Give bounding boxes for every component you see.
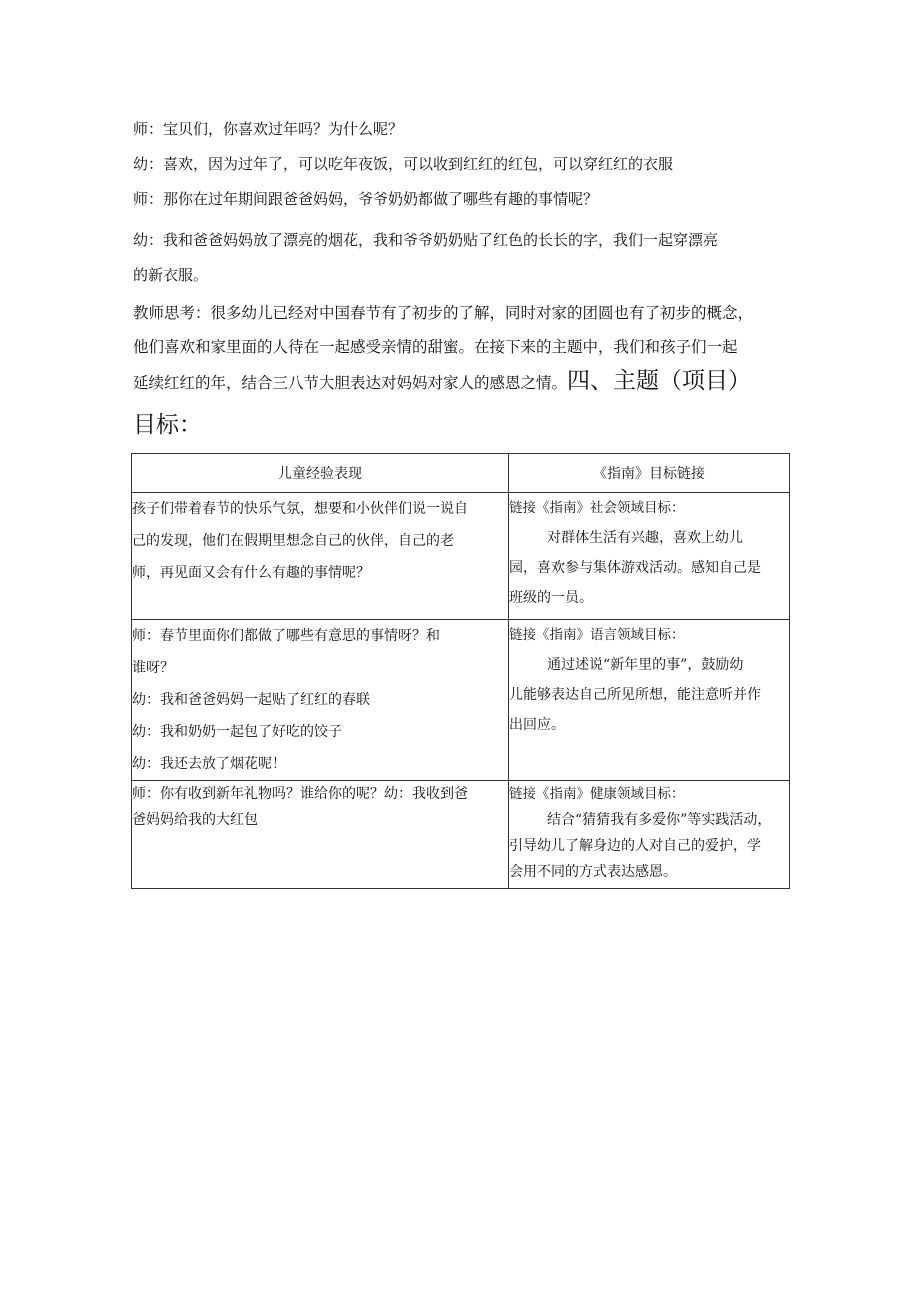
table-row (132, 493, 790, 620)
cell-line: 出回应。 (509, 717, 565, 733)
table-row (132, 781, 790, 889)
section-heading-continued: 目标： (133, 412, 202, 438)
dialogue-line-5: 的新衣服。 (133, 266, 209, 284)
section-heading-part: 四、主题（项目） (567, 368, 752, 394)
cell-line: 引导幼儿了解身边的人对自己的爱护，学 (509, 838, 761, 854)
header-child-experience: 儿童经验表现 (132, 454, 509, 493)
guide-cell (509, 493, 790, 620)
cell-line: 师，再见面又会有什么有趣的事情呢？ (132, 565, 370, 581)
dialogue-line-1: 师：宝贝们，你喜欢过年吗？为什么呢？ (133, 120, 404, 138)
cell-line: 通过述说“新年里的事”，鼓励幼 (547, 657, 744, 673)
reflection-line-3 (133, 364, 797, 400)
cell-line: 结合“猜猜我有多爱你”等实践活动， (547, 812, 772, 828)
guide-label: 链接《指南》健康领域目标： (509, 786, 685, 802)
reflection-line-2: 他们喜欢和家里面的人待在一起感受亲情的甜蜜。在接下来的主题中，我们和孩子们一起 (133, 338, 738, 356)
experience-cell (132, 620, 509, 781)
teacher-reflection (133, 296, 797, 400)
cell-line: 师：春节里面你们都做了哪些有意思的事情呀？和 (132, 628, 440, 644)
cell-line: 园，喜欢参与集体游戏活动。感知自己是 (509, 560, 761, 576)
cell-line: 幼：我还去放了烟花呢！ (132, 756, 286, 772)
experience-cell (132, 781, 509, 889)
table-header-row (132, 454, 790, 493)
cell-line: 对群体生活有兴趣，喜欢上幼儿 (547, 530, 743, 546)
cell-line: 会用不同的方式表达感恩。 (509, 864, 677, 880)
cell-line: 师：你有收到新年礼物吗？谁给你的呢？幼：我收到爸 (132, 786, 468, 802)
cell-line: 幼：我和奶奶一起包了好吃的饺子 (132, 724, 342, 740)
guide-cell (509, 781, 790, 889)
guide-label: 链接《指南》社会领域目标： (509, 500, 685, 516)
dialogue-line-2: 幼：喜欢，因为过年了，可以吃年夜饭，可以收到红红的红包，可以穿红红的衣服 (133, 155, 674, 173)
experience-cell (132, 493, 509, 620)
guide-label: 链接《指南》语言领域目标： (509, 627, 685, 643)
cell-line: 儿能够表达自己所见所想，能注意听并作 (509, 687, 761, 703)
cell-line: 谁呀？ (132, 660, 174, 676)
dialogue-line-4: 幼：我和爸爸妈妈放了漂亮的烟花，我和爷爷奶奶贴了红色的长长的字，我们一起穿漂亮 (133, 231, 719, 249)
guide-cell (509, 620, 790, 781)
dialogue-line-3: 师：那你在过年期间跟爸爸妈妈，爷爷奶奶都做了哪些有趣的事情呢？ (133, 190, 599, 208)
cell-line: 班级的一员。 (509, 590, 593, 606)
cell-line: 爸妈妈给我的大红包 (132, 812, 258, 828)
goals-table (131, 453, 790, 889)
header-guide-link: 《指南》目标链接 (509, 454, 790, 493)
cell-line: 孩子们带着春节的快乐气氛，想要和小伙伴们说一说自 (132, 501, 468, 517)
cell-line: 幼：我和爸爸妈妈一起贴了红红的春联 (132, 692, 370, 708)
cell-line: 己的发现，他们在假期里想念自己的伙伴，自己的老 (132, 533, 454, 549)
reflection-line-1: 教师思考：很多幼儿已经对中国春节有了初步的了解，同时对家的团圆也有了初步的概念， (133, 304, 754, 322)
table-row (132, 620, 790, 781)
reflection-line-3-text: 延续红红的年，结合三八节大胆表达对妈妈对家人的感恩之情。 (133, 374, 568, 392)
